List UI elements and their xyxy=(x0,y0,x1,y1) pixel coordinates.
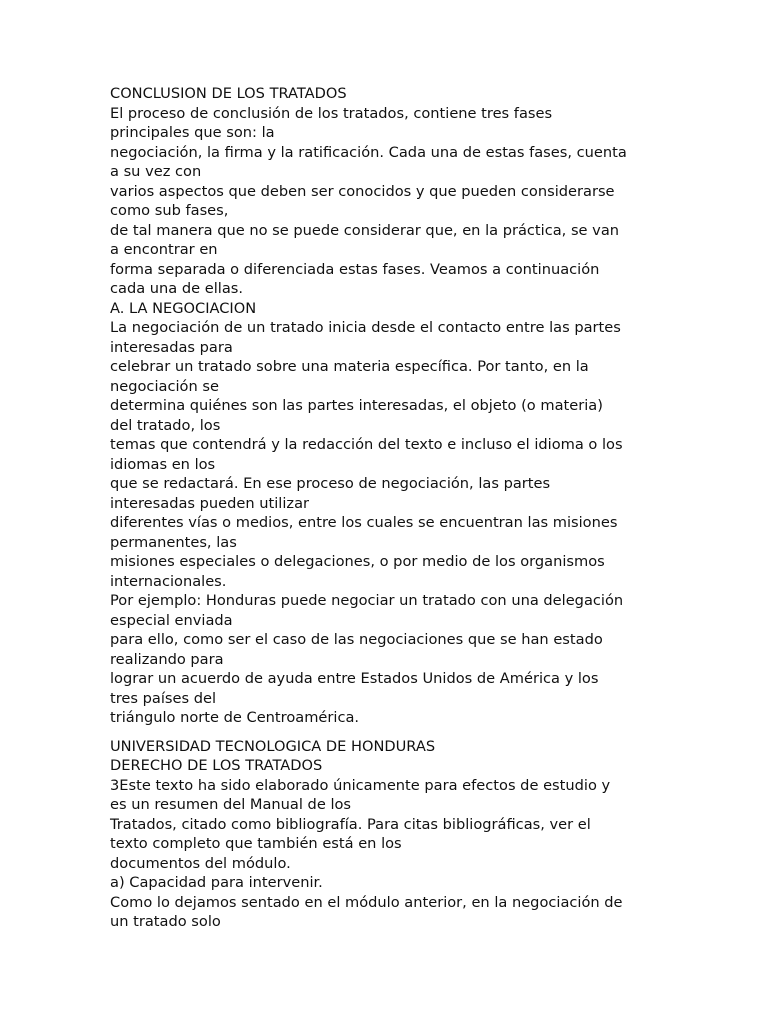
text-line: para ello, como ser el caso de las negociaciones que se han estado xyxy=(110,631,603,648)
text-line: Tratados, citado como bibliografía. Para citas bibliográficas, ver el xyxy=(110,815,591,833)
text-line: un tratado solo xyxy=(110,913,221,930)
text-line: El proceso de conclusión de los tratados, contiene tres fases xyxy=(110,104,553,122)
text-line: negociación se xyxy=(110,377,219,395)
text-line: texto completo que también está en los xyxy=(110,835,402,852)
text-line: como sub fases, xyxy=(110,202,229,219)
text-line: interesadas para xyxy=(110,338,233,356)
text-line: a su vez con xyxy=(110,163,202,180)
text-line: diferentes vías o medios, entre los cuales se encuentran las misiones xyxy=(110,514,618,531)
text-line: lograr un acuerdo de ayuda entre Estados Unidos de América y los xyxy=(110,670,599,687)
text-line: cada una de ellas. xyxy=(110,280,244,297)
text-line: permanentes, las xyxy=(110,533,237,551)
section-gap xyxy=(110,728,662,737)
text-line: DERECHO DE LOS TRATADOS xyxy=(110,757,323,774)
text-line: Por ejemplo: Honduras puede negociar un tratado con una delegación xyxy=(110,592,624,609)
text-line: realizando para xyxy=(110,650,224,668)
text-line: La negociación de un tratado inicia desde el contacto entre las partes xyxy=(110,319,621,336)
text-line: Como lo dejamos sentado en el módulo anterior, en la negociación de xyxy=(110,893,623,911)
text-line: que se redactará. En ese proceso de negociación, las partes xyxy=(110,475,551,492)
text-line: 3Este texto ha sido elaborado únicamente para efectos de estudio y xyxy=(110,776,611,794)
text-line: del tratado, los xyxy=(110,416,221,434)
text-line: especial enviada xyxy=(110,611,233,629)
text-line: determina quiénes son las partes interesadas, el objeto (o materia) xyxy=(110,397,603,414)
text-line: temas que contendrá y la redacción del texto e incluso el idioma o los xyxy=(110,436,623,453)
text-line: interesadas pueden utilizar xyxy=(110,494,310,512)
document-section-header-notes xyxy=(110,737,662,932)
text-line: triángulo norte de Centroamérica. xyxy=(110,709,360,726)
text-line: celebrar un tratado sobre una materia específica. Por tanto, en la xyxy=(110,358,589,375)
document-section-conclusion xyxy=(110,84,662,728)
text-line: misiones especiales o delegaciones, o por medio de los organismos xyxy=(110,553,605,570)
text-line: a encontrar en xyxy=(110,241,218,258)
text-line: documentos del módulo. xyxy=(110,854,291,872)
text-line: principales que son: la xyxy=(110,124,275,141)
text-line: internacionales. xyxy=(110,572,227,590)
text-line: de tal manera que no se puede considerar que, en la práctica, se van xyxy=(110,221,620,239)
text-line: tres países del xyxy=(110,689,217,707)
text-line: negociación, la firma y la ratificación. Cada una de estas fases, cuenta xyxy=(110,143,627,161)
text-line: A. LA NEGOCIACION xyxy=(110,299,257,317)
text-line: forma separada o diferenciada estas fases. Veamos a continuación xyxy=(110,260,600,278)
text-line: varios aspectos que deben ser conocidos y que pueden considerarse xyxy=(110,182,615,200)
text-line: idiomas en los xyxy=(110,455,216,473)
text-line: es un resumen del Manual de los xyxy=(110,796,352,813)
text-line: CONCLUSION DE LOS TRATADOS xyxy=(110,85,347,102)
text-line: UNIVERSIDAD TECNOLOGICA DE HONDURAS xyxy=(110,737,436,755)
text-line: a) Capacidad para intervenir. xyxy=(110,874,323,891)
document-page xyxy=(110,84,662,932)
